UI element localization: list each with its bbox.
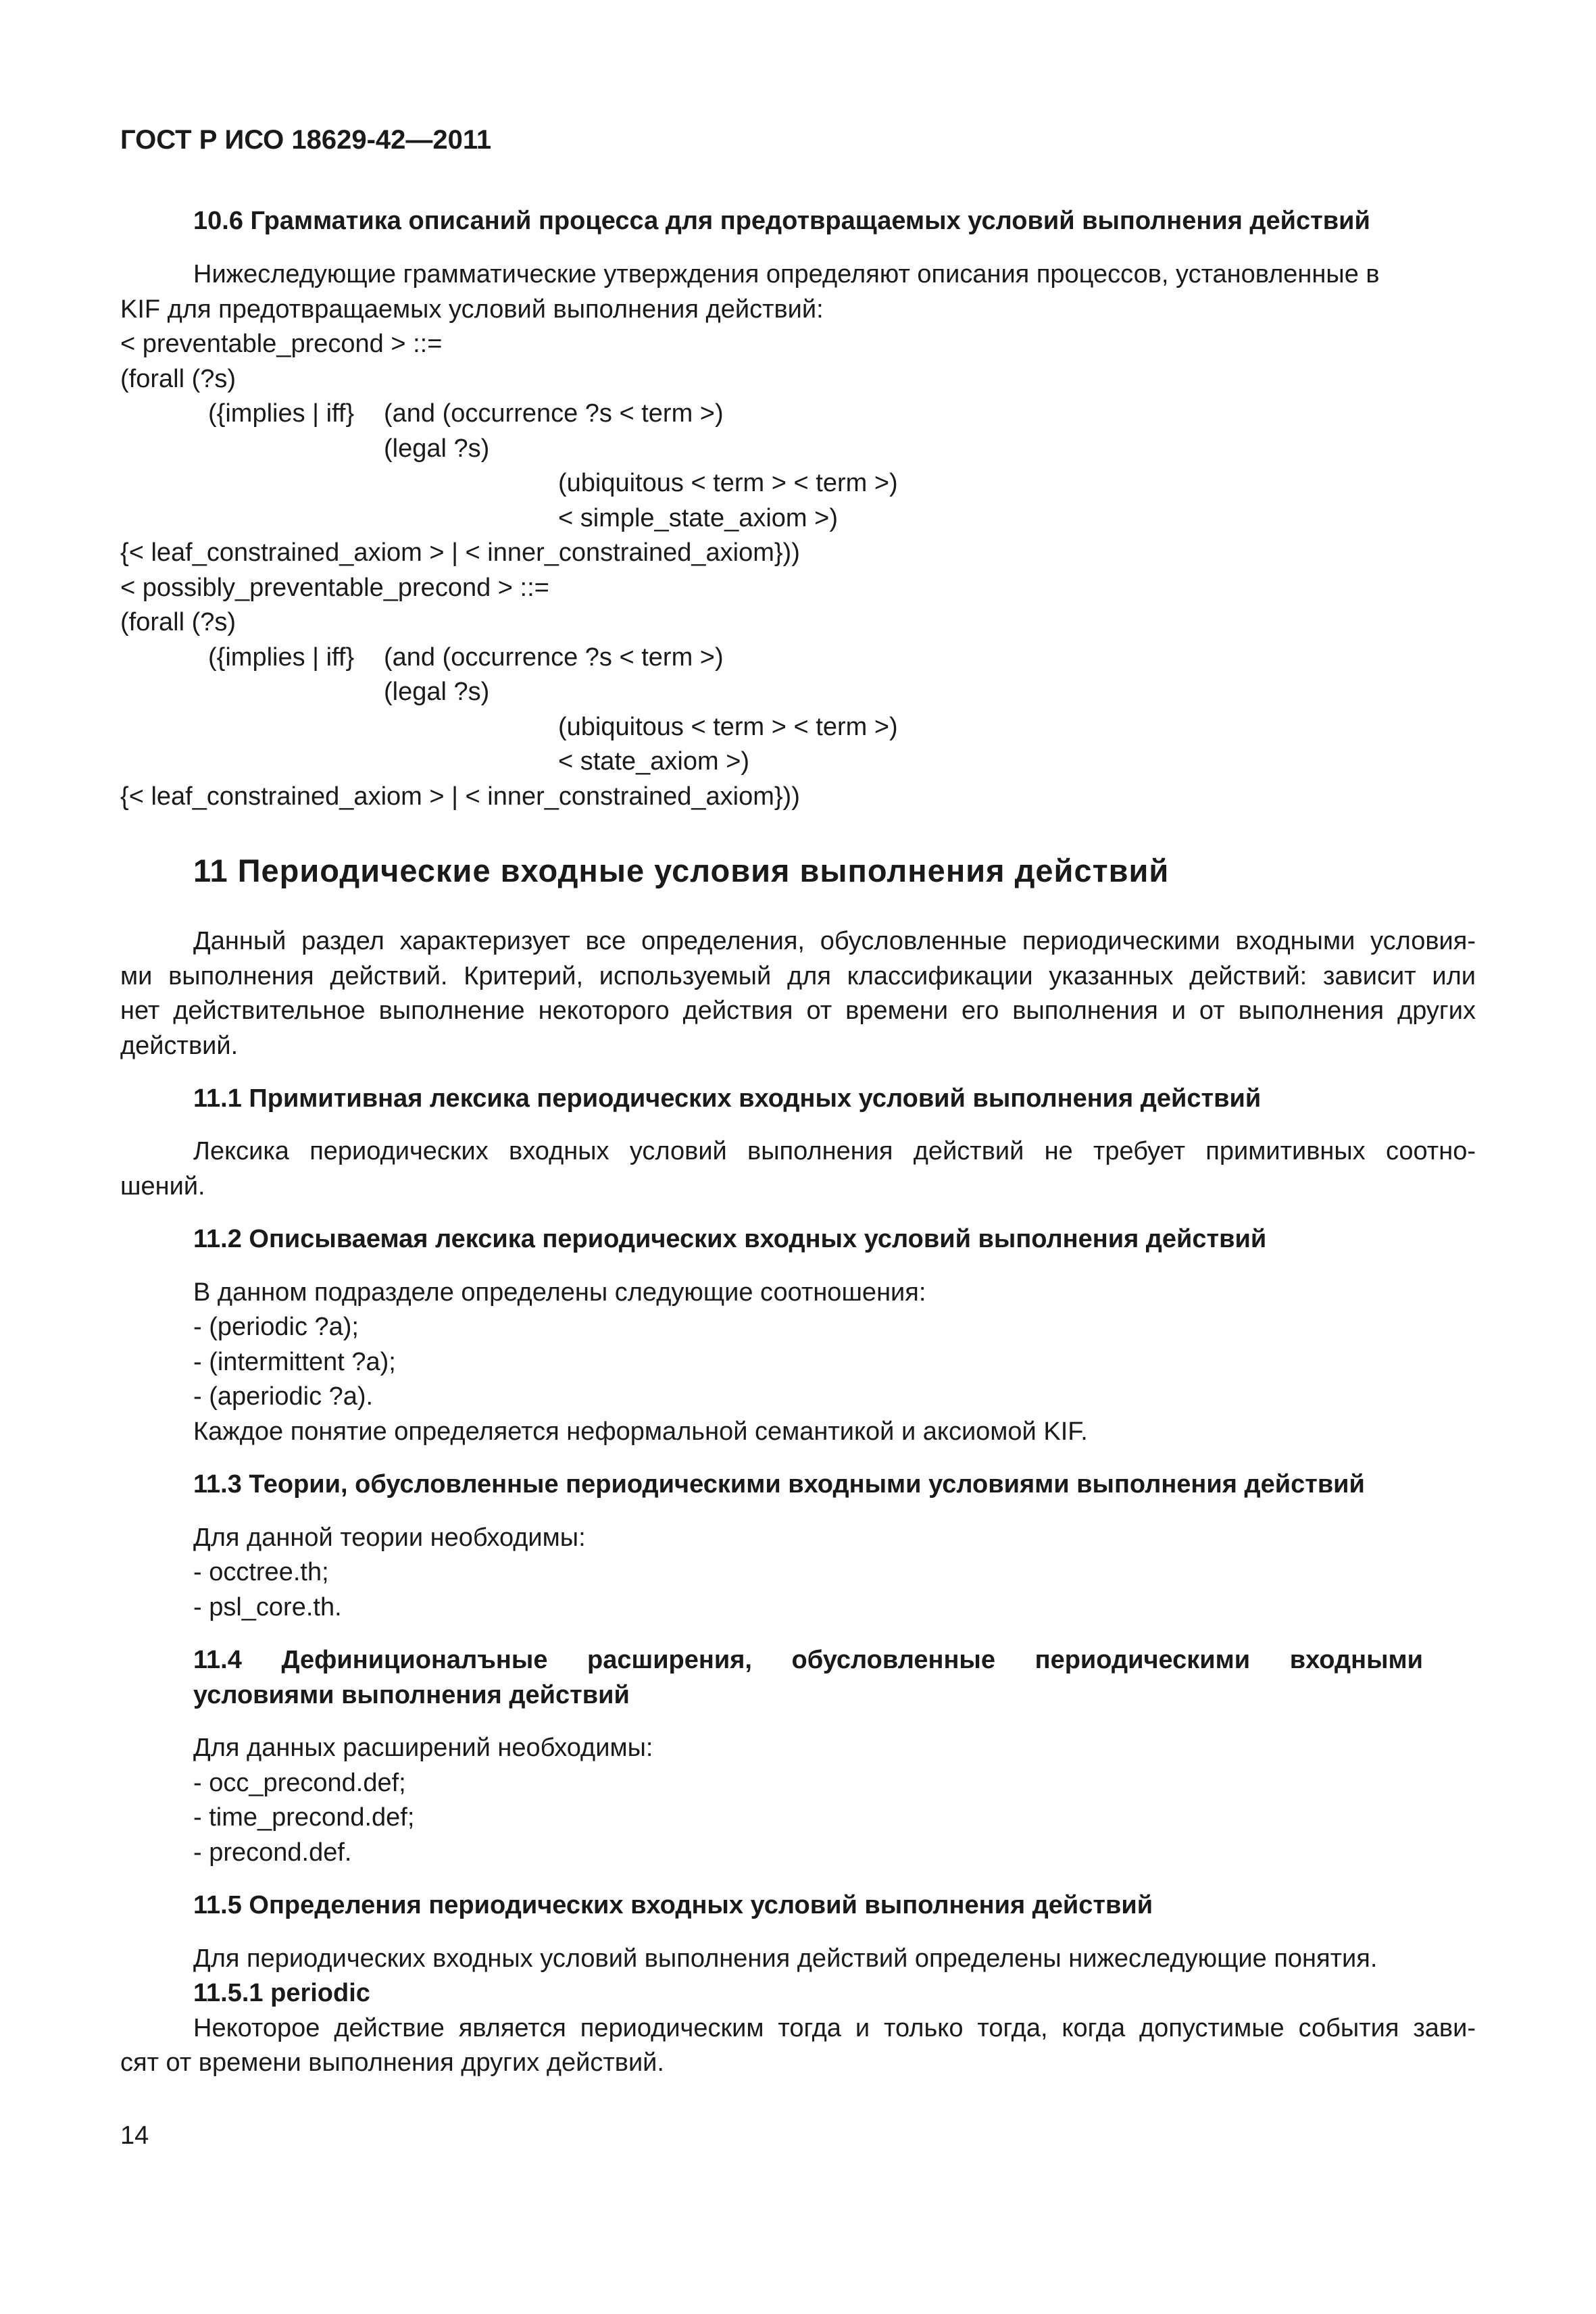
list-item: - occ_precond.def; bbox=[193, 1769, 406, 1797]
paragraph-line: сят от времени выполнения других действий. bbox=[120, 2048, 664, 2077]
paragraph-line: Некоторое действие является периодическим тогда и только тогда, когда допустимые события зави- bbox=[193, 2014, 1476, 2042]
paragraph-line: Каждое понятие определяется неформальной семантикой и аксиомой KIF. bbox=[193, 1417, 1088, 1446]
grammar-line: < simple_state_axiom >) bbox=[558, 504, 838, 532]
grammar-line: (forall (?s) bbox=[120, 608, 236, 636]
grammar-line: (and (occurrence ?s < term >) bbox=[384, 643, 724, 672]
grammar-line: < preventable_precond > ::= bbox=[120, 330, 443, 358]
grammar-line: ({implies | iff} bbox=[208, 399, 355, 428]
list-item: - time_precond.def; bbox=[193, 1803, 415, 1832]
grammar-line: (legal ?s) bbox=[384, 678, 490, 706]
grammar-line: (ubiquitous < term > < term >) bbox=[558, 469, 898, 497]
list-item: - precond.def. bbox=[193, 1838, 352, 1867]
paragraph-line: Лексика периодических входных условий выполнения действий не требует примитивных соотно- bbox=[193, 1137, 1476, 1165]
list-item: - (periodic ?a); bbox=[193, 1313, 359, 1341]
grammar-line: (legal ?s) bbox=[384, 434, 490, 463]
list-item: - occtree.th; bbox=[193, 1558, 329, 1586]
paragraph-line: Для данных расширений необходимы: bbox=[193, 1734, 653, 1762]
grammar-line: < state_axiom >) bbox=[558, 747, 750, 776]
grammar-line: ({implies | iff} bbox=[208, 643, 355, 672]
grammar-line: {< leaf_constrained_axiom > | < inner_constrained_axiom})) bbox=[120, 538, 800, 567]
section-11-4-heading-cont: условиями выполнения действий bbox=[193, 1681, 630, 1709]
paragraph-line: KIF для предотвращаемых условий выполнения действий: bbox=[120, 295, 824, 324]
paragraph-line: Для периодических входных условий выполнения действий определены нижеследующие понятия. bbox=[193, 1944, 1378, 1973]
paragraph-line: нет действительное выполнение некоторого действия от времени его выполнения и от выполнения других bbox=[120, 997, 1476, 1025]
section-11-5-heading: 11.5 Определения периодических входных условий выполнения действий bbox=[193, 1891, 1153, 1919]
paragraph-line: действий. bbox=[120, 1032, 239, 1060]
page-number: 14 bbox=[120, 2121, 149, 2150]
paragraph-line: шений. bbox=[120, 1172, 205, 1201]
list-item: - (aperiodic ?a). bbox=[193, 1382, 374, 1411]
list-item: - (intermittent ?a); bbox=[193, 1348, 396, 1376]
section-11-2-heading: 11.2 Описываемая лексика периодических входных условий выполнения действий bbox=[193, 1225, 1267, 1253]
paragraph-line: Для данной теории необходимы: bbox=[193, 1524, 586, 1552]
grammar-line: (ubiquitous < term > < term >) bbox=[558, 713, 898, 741]
paragraph-line: Нижеследующие грамматические утверждения определяют описания процессов, установленные в bbox=[193, 260, 1380, 288]
grammar-line: < possibly_preventable_precond > ::= bbox=[120, 574, 549, 602]
section-11-heading: 11 Периодические входные условия выполнения действий bbox=[193, 853, 1170, 888]
paragraph-line: Данный раздел характеризует все определения, обусловленные периодическими входными условия- bbox=[193, 927, 1476, 955]
list-item: - psl_core.th. bbox=[193, 1593, 342, 1621]
grammar-line: {< leaf_constrained_axiom > | < inner_constrained_axiom})) bbox=[120, 782, 800, 811]
section-11-5-1-heading: 11.5.1 periodic bbox=[193, 1979, 370, 2007]
grammar-line: (and (occurrence ?s < term >) bbox=[384, 399, 724, 428]
section-11-1-heading: 11.1 Примитивная лексика периодических входных условий выполнения действий bbox=[193, 1084, 1262, 1113]
grammar-line: (forall (?s) bbox=[120, 365, 236, 393]
section-11-3-heading: 11.3 Теории, обусловленные периодическими входными условиями выполнения действий bbox=[193, 1470, 1365, 1499]
paragraph-line: В данном подразделе определены следующие соотношения: bbox=[193, 1278, 926, 1307]
standard-header: ГОСТ Р ИСО 18629-42—2011 bbox=[120, 125, 492, 155]
paragraph-line: ми выполнения действий. Критерий, используемый для классификации указанных действий: зависит или bbox=[120, 962, 1476, 990]
section-11-4-heading: 11.4 Дефиниционалъные расширения, обусловленные периодическими входными bbox=[193, 1646, 1423, 1674]
section-10-6-heading: 10.6 Грамматика описаний процесса для предотвращаемых условий выполнения действий bbox=[193, 207, 1370, 235]
